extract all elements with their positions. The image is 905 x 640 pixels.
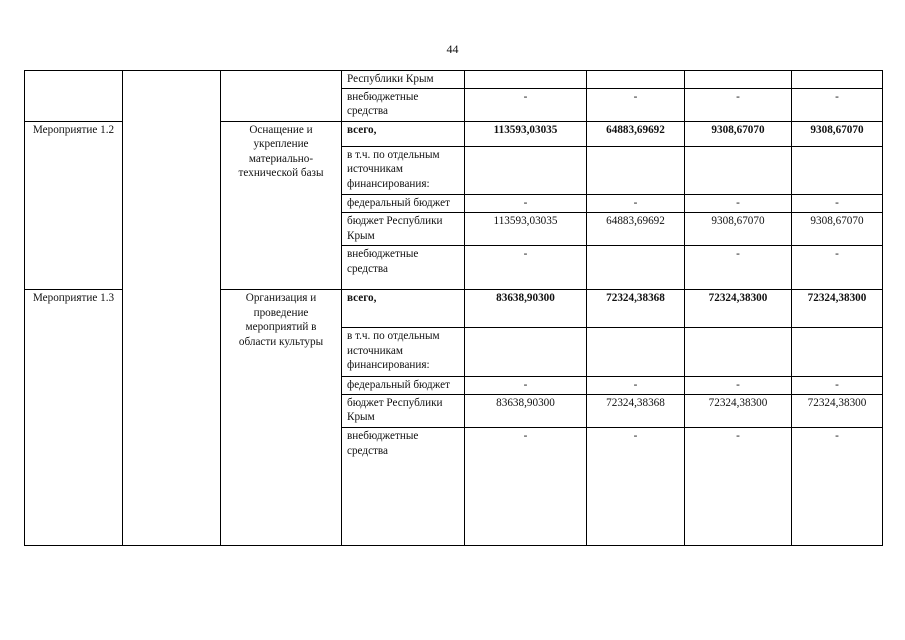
source-cell: Республики Крым <box>342 71 465 89</box>
value-cell: - <box>792 246 883 290</box>
value-cell: 9308,67070 <box>792 121 883 146</box>
measure-name-cell <box>221 71 342 122</box>
value-cell: 72324,38300 <box>685 394 792 427</box>
value-cell: - <box>587 195 685 213</box>
value-cell: 72324,38300 <box>792 290 883 328</box>
source-cell: всего, <box>342 121 465 146</box>
value-cell: - <box>792 428 883 546</box>
value-cell: 83638,90300 <box>465 394 587 427</box>
value-cell: - <box>465 88 587 121</box>
measure-name-cell: Оснащение и укрепление материально-технической базы <box>221 121 342 290</box>
value-cell: 9308,67070 <box>792 213 883 246</box>
value-cell: - <box>685 428 792 546</box>
value-cell: - <box>685 88 792 121</box>
source-cell: в т.ч. по отдельным источникам финансирования: <box>342 146 465 194</box>
value-cell <box>792 328 883 376</box>
value-cell: 9308,67070 <box>685 121 792 146</box>
value-cell: 64883,69692 <box>587 213 685 246</box>
value-cell <box>685 71 792 89</box>
value-cell: - <box>465 246 587 290</box>
value-cell: - <box>792 88 883 121</box>
value-cell <box>792 146 883 194</box>
value-cell: - <box>685 376 792 394</box>
page-number: 44 <box>446 42 459 56</box>
measure-id-cell <box>25 71 123 122</box>
source-cell: внебюджетные средства <box>342 428 465 546</box>
value-cell <box>792 71 883 89</box>
value-cell: - <box>685 246 792 290</box>
value-cell: 113593,03035 <box>465 121 587 146</box>
table-row <box>25 71 883 89</box>
value-cell: 72324,38300 <box>685 290 792 328</box>
value-cell <box>685 328 792 376</box>
measure-id-cell: Мероприятие 1.3 <box>25 290 123 546</box>
value-cell: - <box>587 428 685 546</box>
value-cell: 9308,67070 <box>685 213 792 246</box>
value-cell: - <box>792 195 883 213</box>
value-cell <box>465 146 587 194</box>
value-cell: 83638,90300 <box>465 290 587 328</box>
value-cell: - <box>465 428 587 546</box>
value-cell: - <box>587 376 685 394</box>
value-cell <box>587 328 685 376</box>
value-cell: 72324,38368 <box>587 290 685 328</box>
value-cell <box>587 71 685 89</box>
source-cell: бюджет Республики Крым <box>342 394 465 427</box>
value-cell: - <box>465 376 587 394</box>
measure-name-cell: Организация и проведение мероприятий в области культуры <box>221 290 342 546</box>
measure-id-cell: Мероприятие 1.2 <box>25 121 123 290</box>
responsible-cell <box>123 71 221 546</box>
source-cell: федеральный бюджет <box>342 195 465 213</box>
value-cell: - <box>465 195 587 213</box>
value-cell: 72324,38368 <box>587 394 685 427</box>
budget-table <box>24 70 883 546</box>
source-cell: внебюджетные средства <box>342 246 465 290</box>
value-cell <box>587 246 685 290</box>
value-cell <box>587 146 685 194</box>
source-cell: в т.ч. по отдельным источникам финансирования: <box>342 328 465 376</box>
value-cell: - <box>792 376 883 394</box>
source-cell: всего, <box>342 290 465 328</box>
source-cell: бюджет Республики Крым <box>342 213 465 246</box>
value-cell: 64883,69692 <box>587 121 685 146</box>
value-cell: 72324,38300 <box>792 394 883 427</box>
value-cell: - <box>587 88 685 121</box>
source-cell: федеральный бюджет <box>342 376 465 394</box>
value-cell: - <box>685 195 792 213</box>
source-cell: внебюджетные средства <box>342 88 465 121</box>
value-cell <box>465 328 587 376</box>
value-cell: 113593,03035 <box>465 213 587 246</box>
value-cell <box>685 146 792 194</box>
value-cell <box>465 71 587 89</box>
